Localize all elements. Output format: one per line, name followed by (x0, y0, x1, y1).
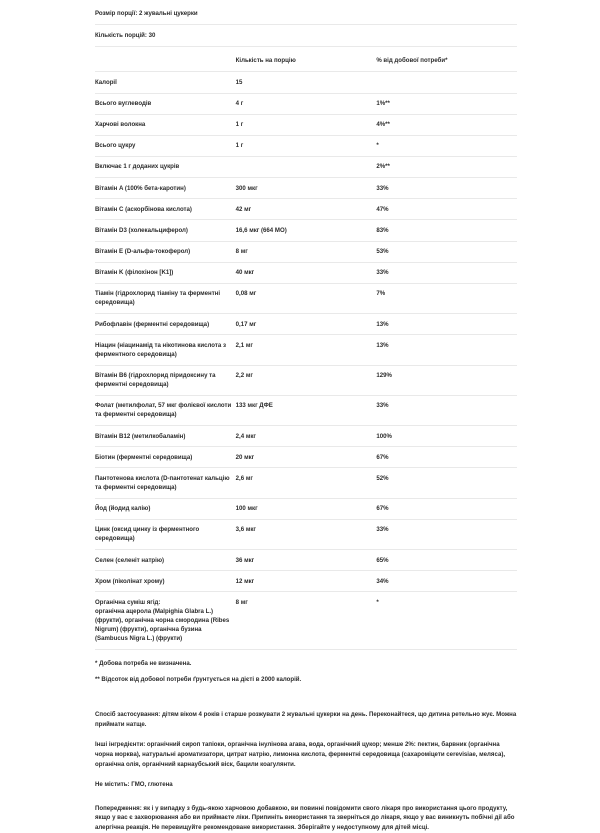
nutrient-name: Рибофлавін (ферментні середовища) (95, 314, 236, 335)
nutrient-name: Калорії (95, 72, 236, 93)
nutrient-amount: 8 мг (236, 241, 377, 262)
nutrient-row (95, 114, 517, 135)
nutrient-row (95, 178, 517, 199)
nutrient-amount: 1 г (236, 114, 377, 135)
nutrient-daily-value: 4%** (376, 114, 517, 135)
nutrient-row (95, 426, 517, 447)
nutrient-name: Біотин (ферментні середовища) (95, 447, 236, 468)
nutrient-daily-value: 129% (376, 365, 517, 395)
nutrient-daily-value: 1%** (376, 93, 517, 114)
nutrient-amount: 40 мкг (236, 262, 377, 283)
nutrient-name: Вітамін A (100% бета-каротин) (95, 178, 236, 199)
nutrient-name: Всього цукру (95, 135, 236, 156)
nutrient-daily-value: 2%** (376, 156, 517, 177)
nutrient-amount: 2,2 мг (236, 365, 377, 395)
nutrient-amount: 20 мкг (236, 447, 377, 468)
nutrient-row (95, 72, 517, 93)
nutrient-row (95, 220, 517, 241)
nutrient-daily-value: 100% (376, 426, 517, 447)
column-header-daily-value: % від добової потреби* (376, 47, 517, 72)
nutrient-amount: 133 мкг ДФЕ (236, 395, 377, 425)
footnote-row (95, 650, 517, 669)
serving-size-text: Розмір порції: 2 жувальні цукерки (95, 3, 517, 25)
nutrient-daily-value (376, 72, 517, 93)
other-ingredients-text: Інші інгредієнти: органічний сироп тапіоки, органічна інулінова агава, вода, органічний цукор; менше 2%: пектин, барвник (органічна чорна морква), натуральні ароматизатори, цитрат натрію, лимонна кислота, ферментні середовища (сахароміцети cerevisiae, меляса), органічна олія, органічний карнаубський віск, бацили коагулянти. (95, 740, 517, 770)
nutrient-amount: 36 мкг (236, 550, 377, 571)
nutrient-daily-value: 53% (376, 241, 517, 262)
footnote-row (95, 668, 517, 684)
nutrient-name: Всього вуглеводів (95, 93, 236, 114)
nutrient-row (95, 241, 517, 262)
nutrient-name: Вітамін K (філохінон [K1]) (95, 262, 236, 283)
nutrient-row (95, 335, 517, 365)
nutrient-name: Фолат (метилфолат, 57 мкг фолієвої кислоти та ферментні середовища) (95, 395, 236, 425)
nutrient-daily-value: 65% (376, 550, 517, 571)
nutrient-row (95, 498, 517, 519)
nutrient-row (95, 571, 517, 592)
nutrient-row (95, 395, 517, 425)
berry-blend-daily-value: * (376, 592, 517, 650)
berry-blend-row (95, 592, 517, 650)
nutrient-daily-value: 67% (376, 447, 517, 468)
nutrient-name: Хром (піколінат хрому) (95, 571, 236, 592)
nutrient-daily-value: 33% (376, 262, 517, 283)
nutrient-row (95, 519, 517, 549)
nutrient-name: Вітамін B12 (метилкобаламін) (95, 426, 236, 447)
nutrient-amount: 2,1 мг (236, 335, 377, 365)
footnote-daily-value-undetermined: * Добова потреба не визначена. (95, 650, 517, 669)
footnote-2000-calorie-diet: ** Відсоток від добової потреби ґрунтується на дієті в 2000 калорій. (95, 668, 517, 684)
berry-blend-name-cell (95, 592, 236, 650)
nutrient-row (95, 199, 517, 220)
column-header-amount: Кількість на порцію (236, 47, 377, 72)
nutrient-row (95, 135, 517, 156)
serving-size-row (95, 3, 517, 25)
nutrient-name: Вітамін B6 (гідрохлорид піридоксину та ферментні середовища) (95, 365, 236, 395)
nutrient-daily-value: 67% (376, 498, 517, 519)
nutrient-amount: 1 г (236, 135, 377, 156)
berry-blend-title: Органічна суміш ягід: (95, 598, 236, 607)
nutrient-name: Йод (йодид калію) (95, 498, 236, 519)
nutrient-row (95, 468, 517, 498)
nutrient-name: Вітамін C (аскорбінова кислота) (95, 199, 236, 220)
nutrient-row (95, 283, 517, 313)
nutrient-daily-value: 52% (376, 468, 517, 498)
nutrient-daily-value: * (376, 135, 517, 156)
nutrient-amount: 3,6 мкг (236, 519, 377, 549)
nutrient-amount: 2,4 мкг (236, 426, 377, 447)
nutrient-amount: 42 мг (236, 199, 377, 220)
supplement-facts-page (0, 3, 600, 603)
facts-table-body (95, 3, 517, 684)
servings-per-container-text: Кількість порцій: 30 (95, 25, 517, 47)
label-notes-section (95, 710, 517, 833)
nutrient-daily-value: 13% (376, 335, 517, 365)
nutrient-daily-value: 83% (376, 220, 517, 241)
nutrient-row (95, 262, 517, 283)
servings-per-container-row (95, 25, 517, 47)
nutrient-daily-value: 33% (376, 519, 517, 549)
nutrient-row (95, 365, 517, 395)
nutrient-amount: 0,17 мг (236, 314, 377, 335)
nutrient-name: Ніацин (ніацинамід та нікотинова кислота з ферментного середовища) (95, 335, 236, 365)
nutrient-name: Пантотенова кислота (D-пантотенат кальцію та ферментні середовища) (95, 468, 236, 498)
column-headers-row (95, 47, 517, 72)
nutrient-row (95, 314, 517, 335)
free-from-text: Не містить: ГМО, глютена (95, 780, 517, 790)
nutrient-name: Вітамін D3 (холекальциферол) (95, 220, 236, 241)
nutrient-amount (236, 156, 377, 177)
warning-text: Попередження: як і у випадку з будь-якою харчовою добавкою, ви повинні повідомити свого лікаря про використання цього продукту, якщо у вас є захворювання або ви приймаєте ліки. Припиніть використання та зверніться до лікаря, якщо у вас виникнуть побічні дії або алергічна реакція. Не перевищуйте рекомендоване використання. Зберігайте у недоступному для дітей місці. (95, 804, 517, 833)
nutrient-name: Включає 1 г доданих цукрів (95, 156, 236, 177)
nutrient-amount: 300 мкг (236, 178, 377, 199)
nutrient-amount: 100 мкг (236, 498, 377, 519)
nutrient-name: Селен (селеніт натрію) (95, 550, 236, 571)
nutrient-name: Вітамін E (D-альфа-токоферол) (95, 241, 236, 262)
berry-blend-description: органічна ацерола (Malpighia Glabra L.) (фрукти), органічна чорна смородина (Ribes Nigrum) (фрукти), органічна бузина (Sambucus Nigra L.) (фрукти) (95, 607, 236, 644)
column-header-name (95, 47, 236, 72)
nutrient-name: Цинк (оксид цинку із ферментного середовища) (95, 519, 236, 549)
nutrient-daily-value: 47% (376, 199, 517, 220)
supplement-facts-table (95, 3, 517, 684)
nutrient-amount: 15 (236, 72, 377, 93)
nutrient-daily-value: 33% (376, 395, 517, 425)
nutrient-amount: 4 г (236, 93, 377, 114)
nutrient-daily-value: 13% (376, 314, 517, 335)
nutrient-name: Харчові волокна (95, 114, 236, 135)
nutrient-row (95, 156, 517, 177)
nutrient-amount: 12 мкг (236, 571, 377, 592)
nutrient-daily-value: 34% (376, 571, 517, 592)
nutrient-daily-value: 7% (376, 283, 517, 313)
directions-text: Спосіб застосування: дітям віком 4 років і старше розжувати 2 жувальні цукерки на день. Переконайтеся, що дитина ретельно жує. Можна приймати натще. (95, 710, 517, 730)
nutrient-amount: 0,08 мг (236, 283, 377, 313)
nutrient-row (95, 93, 517, 114)
nutrient-row (95, 447, 517, 468)
nutrient-name: Тіамін (гідрохлорид тіаміну та ферментні середовища) (95, 283, 236, 313)
nutrient-amount: 2,6 мг (236, 468, 377, 498)
nutrient-daily-value: 33% (376, 178, 517, 199)
nutrient-row (95, 550, 517, 571)
berry-blend-amount: 8 мг (236, 592, 377, 650)
nutrient-amount: 16,6 мкг (664 МО) (236, 220, 377, 241)
